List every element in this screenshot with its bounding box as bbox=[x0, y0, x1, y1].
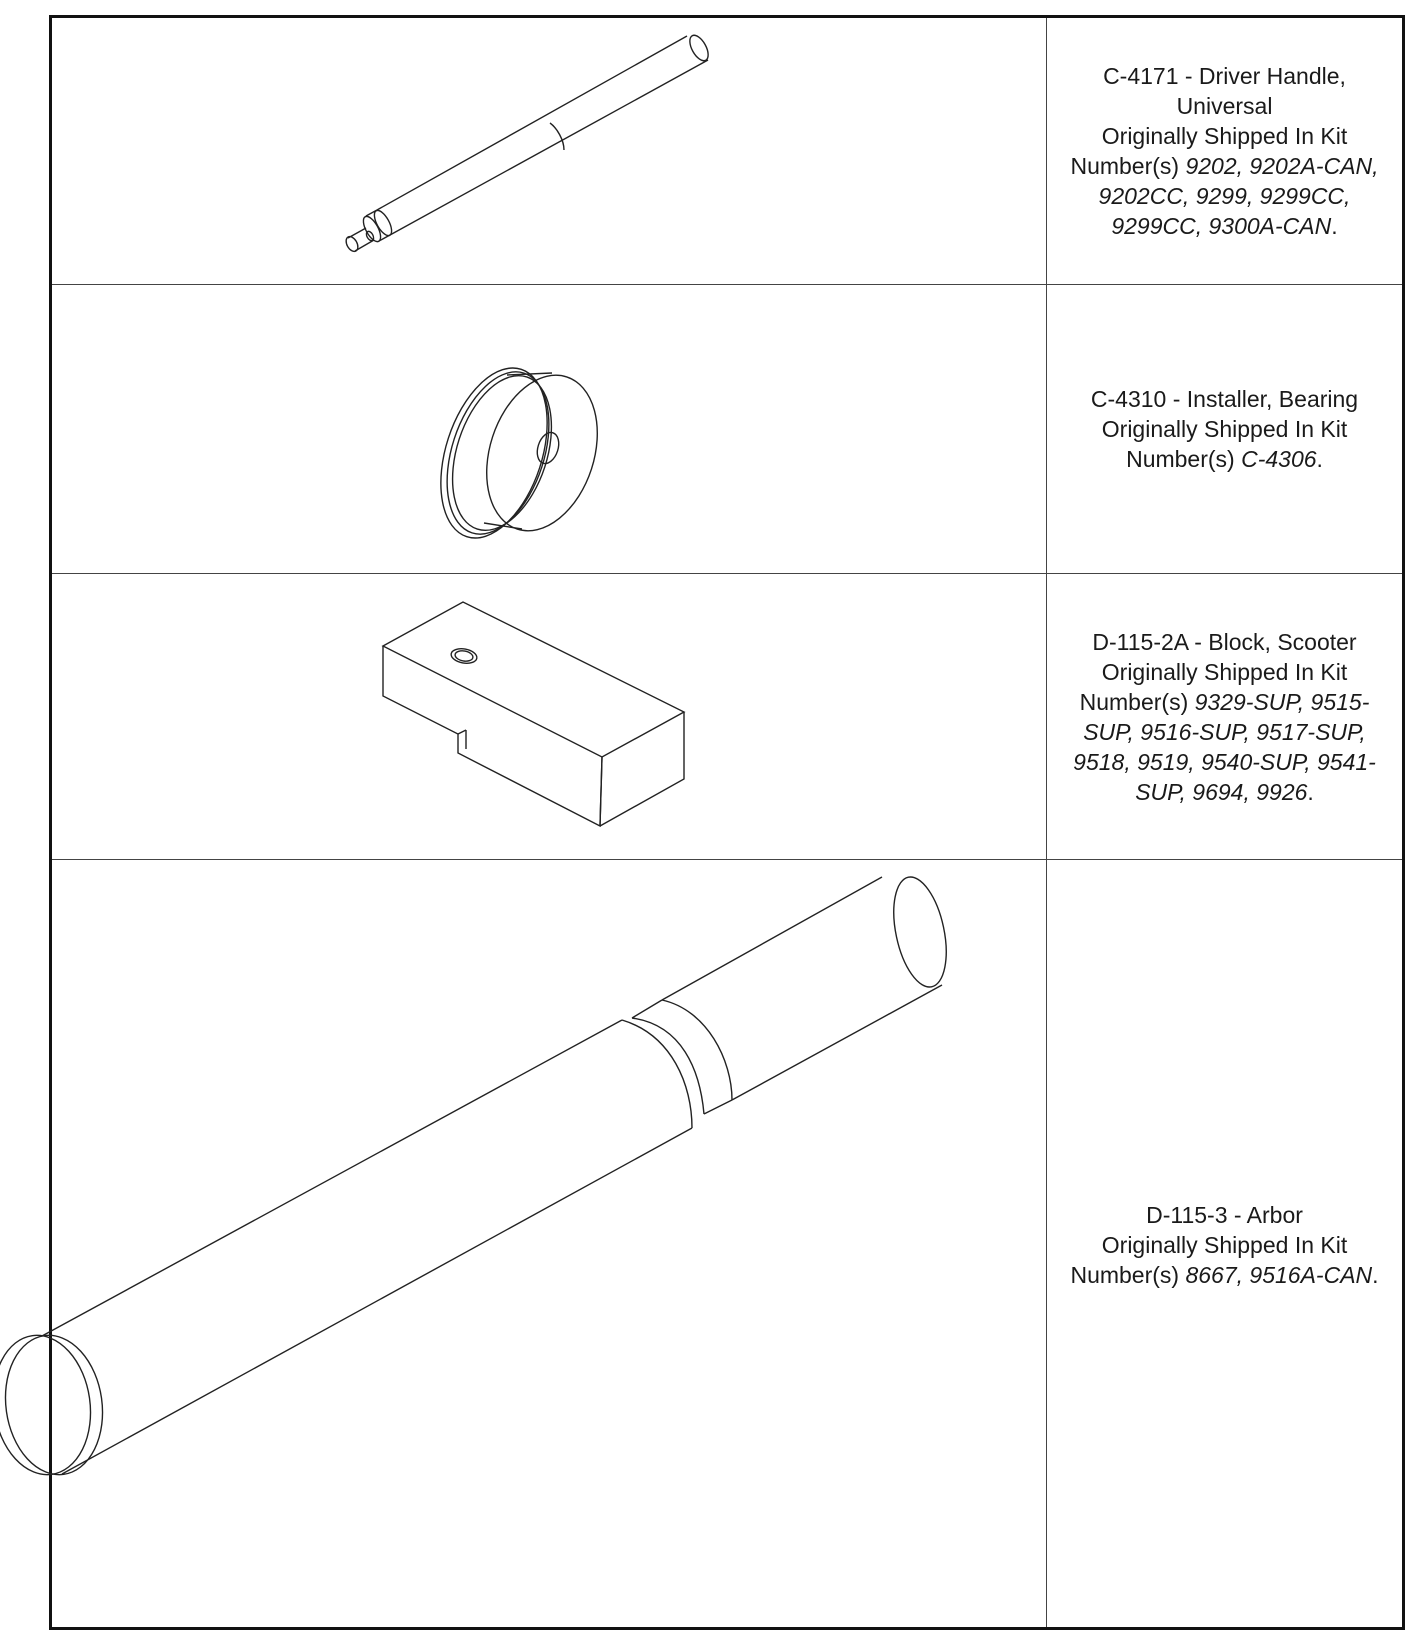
bearing-installer-drawing bbox=[52, 285, 1046, 573]
scooter-block-drawing bbox=[52, 574, 1046, 859]
tool-description bbox=[1047, 574, 1402, 859]
shipped-label: Originally Shipped In Kit bbox=[1101, 1232, 1348, 1258]
tool-description bbox=[1047, 285, 1402, 573]
shipped-label: Originally Shipped In Kit bbox=[1101, 658, 1348, 685]
table-row bbox=[52, 18, 1402, 285]
kit-numbers: 8667, 9516A-CAN bbox=[1185, 1262, 1373, 1288]
number-label: Number(s) bbox=[1070, 1262, 1180, 1288]
kit-numbers: 9329-SUP, 9515-SUP, 9516-SUP, 9517-SUP, 9518, 9519, 9540-SUP, 9541-SUP, 9694, 9926 bbox=[1073, 688, 1376, 805]
driver-handle-drawing bbox=[52, 18, 1046, 284]
arbor-icon bbox=[52, 860, 1046, 1630]
scooter-block-icon bbox=[52, 574, 1046, 860]
tool-description bbox=[1047, 860, 1402, 1630]
tool-heading: D-115-3 - Arbor bbox=[1146, 1202, 1303, 1228]
number-label: Number(s) bbox=[1079, 688, 1189, 715]
shipped-label: Originally Shipped In Kit bbox=[1101, 123, 1348, 149]
table-row bbox=[52, 574, 1402, 860]
driver-handle-icon bbox=[52, 18, 1046, 285]
end-period: . bbox=[1316, 446, 1323, 472]
table-row bbox=[52, 285, 1402, 574]
shipped-label: Originally Shipped In Kit bbox=[1101, 416, 1348, 442]
kit-numbers: C-4306 bbox=[1241, 446, 1317, 472]
end-period: . bbox=[1372, 1262, 1379, 1288]
table-row bbox=[52, 860, 1402, 1630]
bearing-installer-icon bbox=[52, 285, 1046, 574]
tool-description bbox=[1047, 18, 1402, 284]
kit-numbers: 9202, 9202A-CAN, 9202CC, 9299, 9299CC, 9299CC, 9300A-CAN bbox=[1098, 153, 1379, 239]
tool-heading: C-4171 - Driver Handle, Universal bbox=[1103, 63, 1346, 119]
end-period: . bbox=[1307, 778, 1314, 805]
end-period: . bbox=[1331, 213, 1338, 239]
number-label: Number(s) bbox=[1126, 446, 1235, 472]
arbor-drawing bbox=[52, 860, 1046, 1630]
number-label: Number(s) bbox=[1070, 153, 1180, 179]
tool-table bbox=[49, 15, 1405, 1630]
tool-heading: C-4310 - Installer, Bearing bbox=[1090, 386, 1359, 412]
tool-heading: D-115-2A - Block, Scooter bbox=[1092, 628, 1357, 655]
